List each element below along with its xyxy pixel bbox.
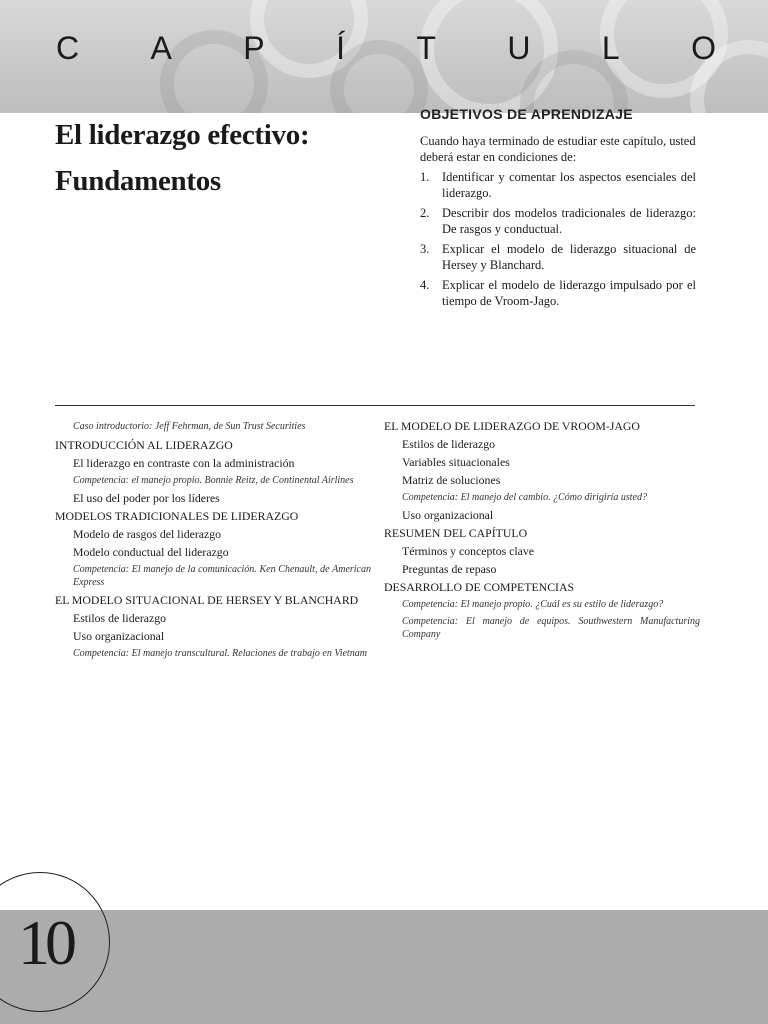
- banner-title: [56, 30, 716, 67]
- toc-sub: Modelo conductual del liderazgo: [73, 545, 229, 559]
- objective-text: Identificar y comentar los aspectos esenciales del liderazgo.: [442, 170, 696, 200]
- toc-sub: Estilos de liderazgo: [73, 611, 167, 625]
- objective-number: 2.: [420, 206, 430, 220]
- toc-heading: INTRODUCCIÓN AL LIDERAZGO: [55, 438, 233, 452]
- chapter-title-line: Fundamentos: [55, 165, 221, 197]
- objectives-intro: Cuando haya terminado de estudiar este capítulo, usted deberá estar en condiciones de:: [420, 134, 696, 164]
- toc-comp: Competencia: El manejo de la comunicación. Ken Chenault, de American Express: [73, 564, 371, 588]
- chapter-title-line: El liderazgo efectivo:: [55, 119, 310, 151]
- toc-heading: EL MODELO SITUACIONAL DE HERSEY Y BLANCHARD: [55, 593, 359, 607]
- objective-text: Explicar el modelo de liderazgo impulsado por el tiempo de Vroom-Jago.: [442, 278, 696, 308]
- toc-sub: Uso organizacional: [402, 508, 494, 522]
- toc-comp: Competencia: El manejo propio. ¿Cuál es su estilo de liderazgo?: [402, 599, 664, 610]
- toc-sub: Preguntas de repaso: [402, 562, 497, 576]
- toc-heading: MODELOS TRADICIONALES DE LIDERAZGO: [55, 509, 299, 523]
- objective-number: 4.: [420, 278, 430, 292]
- banner-letter: A: [150, 30, 172, 66]
- toc-heading: EL MODELO DE LIDERAZGO DE VROOM-JAGO: [384, 419, 640, 433]
- toc-heading: RESUMEN DEL CAPÍTULO: [384, 526, 528, 540]
- banner-letter: P: [243, 30, 265, 66]
- objective-number: 3.: [420, 242, 430, 256]
- chapter-title: [55, 112, 385, 204]
- learning-objectives: [420, 106, 696, 309]
- section-divider: [55, 405, 695, 406]
- chapter-number: 10: [18, 907, 72, 978]
- objective-item: [420, 241, 696, 273]
- objective-text: Describir dos modelos tradicionales de liderazgo: De rasgos y conductual.: [442, 206, 696, 236]
- toc-comp: Competencia: El manejo transcultural. Relaciones de trabajo en Vietnam: [73, 648, 367, 659]
- toc-heading: DESARROLLO DE COMPETENCIAS: [384, 580, 575, 594]
- toc-sub: El liderazgo en contraste con la administración: [73, 456, 295, 470]
- objective-item: [420, 205, 696, 237]
- objectives-heading: OBJETIVOS DE APRENDIZAJE: [420, 106, 633, 122]
- toc-comp: Competencia: el manejo propio. Bonnie Reitz, de Continental Airlines: [73, 475, 354, 486]
- objective-item: [420, 169, 696, 201]
- toc-sub: Matriz de soluciones: [402, 473, 501, 487]
- banner-letter: T: [416, 30, 436, 66]
- table-of-contents-left: [55, 419, 371, 664]
- toc-sub: Términos y conceptos clave: [402, 544, 535, 558]
- banner-letter: C: [56, 30, 80, 66]
- toc-sub: Variables situacionales: [402, 455, 510, 469]
- objective-number: 1.: [420, 170, 430, 184]
- footer-band: [0, 910, 768, 1024]
- toc-sub: Estilos de liderazgo: [402, 437, 496, 451]
- chapter-banner: [0, 0, 768, 113]
- banner-letter: Í: [336, 30, 345, 66]
- toc-sub: El uso del poder por los líderes: [73, 491, 220, 505]
- toc-comp: Competencia: El manejo del cambio. ¿Cómo dirigiría usted?: [402, 492, 647, 503]
- table-of-contents-right: [384, 419, 700, 645]
- toc-sub: Uso organizacional: [73, 629, 165, 643]
- objectives-list: [420, 169, 696, 309]
- banner-letter: O: [691, 30, 716, 66]
- banner-letter: U: [507, 30, 531, 66]
- toc-case: Caso introductorio: Jeff Fehrman, de Sun Trust Securities: [73, 421, 306, 432]
- toc-comp: Competencia: El manejo de equipos. Southwestern Manufacturing Company: [402, 616, 700, 640]
- toc-sub: Modelo de rasgos del liderazgo: [73, 527, 222, 541]
- objective-item: [420, 277, 696, 309]
- objective-text: Explicar el modelo de liderazgo situacional de Hersey y Blanchard.: [442, 242, 696, 272]
- banner-letter: L: [601, 30, 620, 66]
